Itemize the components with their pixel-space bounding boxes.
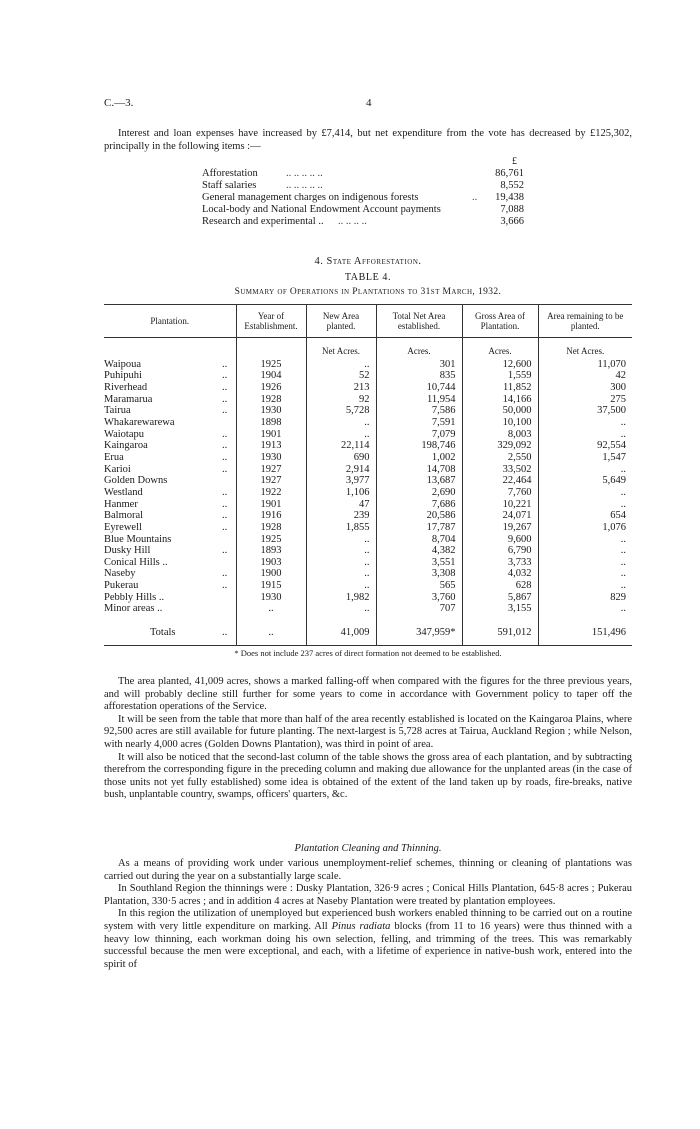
cell-gross: 591,012 bbox=[462, 615, 538, 645]
cell-new: 3,977 bbox=[306, 475, 376, 487]
cell-remaining: .. bbox=[538, 580, 632, 592]
paragraph-text: blocks (from 11 to 16 years) were thus thinned with a heavy low thinning, each workman doing his own selection, felling, and trimming of the trees. This was remarkably successful because the men were exceptional, and each, with a lifetime of experience in native-bush work, entered into the spirit of bbox=[104, 920, 632, 970]
expenditure-amount: 3,666 bbox=[500, 216, 524, 227]
cell-remaining: .. bbox=[538, 464, 632, 476]
leader-dots: .. bbox=[222, 440, 228, 452]
table-row bbox=[104, 545, 632, 557]
cell-remaining: 275 bbox=[538, 394, 632, 406]
cell-gross: 9,600 bbox=[462, 534, 538, 546]
table-row bbox=[104, 475, 632, 487]
cell-new: 239 bbox=[306, 510, 376, 522]
col-header-gross: Gross Area of Plantation. bbox=[462, 305, 538, 338]
cell-plantation: Golden Downs bbox=[104, 475, 168, 487]
cell-plantation: Dusky Hill bbox=[104, 545, 151, 557]
col-header-remaining: Area remaining to be planted. bbox=[538, 305, 632, 338]
leader-dots: .. bbox=[222, 381, 228, 393]
cell-year: 1930 bbox=[236, 405, 306, 417]
cell-remaining: 654 bbox=[538, 510, 632, 522]
cell-plantation: Pukerau bbox=[104, 580, 139, 592]
cell-year: 1913 bbox=[236, 440, 306, 452]
expenditure-amount: 19,438 bbox=[495, 192, 524, 203]
cell-gross: 12,600 bbox=[462, 359, 538, 371]
paragraph: It will be seen from the table that more than half of the area recently established is located on the Kaingaroa Plains, where 92,500 acres are still available for future planting. The next-largest is 5,728 acres at Tairua, Auckland Region ; while Nelson, with nearly 4,000 acres (Golden Downs Plantation), was third in point of area. bbox=[104, 713, 632, 750]
paragraph bbox=[104, 908, 632, 971]
cell-remaining: 42 bbox=[538, 370, 632, 382]
cell-remaining: .. bbox=[538, 545, 632, 557]
cell-new: 1,855 bbox=[306, 522, 376, 534]
cell-year: 1928 bbox=[236, 394, 306, 406]
cell-year: 1903 bbox=[236, 557, 306, 569]
cell-gross: 22,464 bbox=[462, 475, 538, 487]
cell-year: 1928 bbox=[236, 522, 306, 534]
cell-net: 565 bbox=[376, 580, 462, 592]
cell-new: .. bbox=[306, 534, 376, 546]
cell-net: 10,744 bbox=[376, 382, 462, 394]
body-text bbox=[104, 676, 632, 802]
cell-net: 7,591 bbox=[376, 417, 462, 429]
table-row bbox=[104, 394, 632, 406]
cell-gross: 24,071 bbox=[462, 510, 538, 522]
cell-remaining: 37,500 bbox=[538, 405, 632, 417]
cell-year: 1898 bbox=[236, 417, 306, 429]
cell-gross: 3,733 bbox=[462, 557, 538, 569]
table-row bbox=[104, 592, 632, 604]
cell-net: 17,787 bbox=[376, 522, 462, 534]
cell-new: .. bbox=[306, 545, 376, 557]
cell-year: 1922 bbox=[236, 487, 306, 499]
table-footnote: * Does not include 237 acres of direct formation not deemed to be established. bbox=[234, 648, 502, 658]
cell-remaining: 151,496 bbox=[538, 615, 632, 645]
table-row bbox=[104, 405, 632, 417]
cell-remaining: .. bbox=[538, 429, 632, 441]
cell-plantation: Balmoral bbox=[104, 510, 144, 522]
cell-new: .. bbox=[306, 359, 376, 371]
cell-plantation: Westland bbox=[104, 486, 143, 498]
paragraph-text: In this region the utilization of unemployed but experienced bush workers enabled thinning to be carried out on a routine system with very little expenditure on marking. All bbox=[104, 908, 632, 932]
cell-new: 2,914 bbox=[306, 464, 376, 476]
cell-remaining: .. bbox=[538, 499, 632, 511]
cell-plantation: Riverhead bbox=[104, 381, 148, 393]
cell-remaining: .. bbox=[538, 568, 632, 580]
cell-plantation: Waipoua bbox=[104, 358, 142, 370]
expenditure-amount: 8,552 bbox=[500, 180, 524, 191]
cell-year: 1927 bbox=[236, 475, 306, 487]
cell-gross: 628 bbox=[462, 580, 538, 592]
cell-gross: 8,003 bbox=[462, 429, 538, 441]
cell-plantation: Hanmer bbox=[104, 498, 138, 510]
expenditure-label: General management charges on indigenous forests bbox=[202, 192, 419, 203]
expenditure-item bbox=[202, 192, 524, 204]
section-heading: 4. State Afforestation. bbox=[314, 256, 422, 267]
cell-remaining: .. bbox=[538, 557, 632, 569]
cell-plantation: Whakarewarewa bbox=[104, 416, 175, 428]
leader-dots: .. bbox=[222, 451, 228, 463]
cell-plantation: Karioi bbox=[104, 463, 131, 475]
cell-remaining: .. bbox=[538, 487, 632, 499]
leader-dots: .. bbox=[222, 521, 228, 533]
table-row bbox=[104, 429, 632, 441]
document-reference: C.—3. bbox=[104, 97, 134, 109]
leader-dots: .. bbox=[222, 486, 228, 498]
cell-gross: 4,032 bbox=[462, 568, 538, 580]
expenditure-amount: 7,088 bbox=[500, 204, 524, 215]
leader-dots: .. bbox=[222, 428, 228, 440]
cell-net: 11,954 bbox=[376, 394, 462, 406]
cell-new: 41,009 bbox=[306, 615, 376, 645]
cell-new: 92 bbox=[306, 394, 376, 406]
cell-net: 301 bbox=[376, 359, 462, 371]
cell-gross: 3,155 bbox=[462, 603, 538, 615]
cell-plantation: Waiotapu bbox=[104, 428, 144, 440]
cell-gross: 10,221 bbox=[462, 499, 538, 511]
cell-gross: 2,550 bbox=[462, 452, 538, 464]
cell-net: 3,308 bbox=[376, 568, 462, 580]
leader-dots: .. .. .. .. bbox=[338, 216, 367, 227]
unit-label: Net Acres. bbox=[538, 338, 632, 359]
cell-remaining: 1,547 bbox=[538, 452, 632, 464]
cell-net: 7,586 bbox=[376, 405, 462, 417]
cell-gross: 1,559 bbox=[462, 370, 538, 382]
cell-gross: 33,502 bbox=[462, 464, 538, 476]
totals-label: Totals bbox=[150, 627, 176, 639]
cell-new: 5,728 bbox=[306, 405, 376, 417]
table-row bbox=[104, 499, 632, 511]
cell-net: 3,551 bbox=[376, 557, 462, 569]
leader-dots: .. bbox=[222, 463, 228, 475]
cell-gross: 14,166 bbox=[462, 394, 538, 406]
cell-remaining: .. bbox=[538, 603, 632, 615]
cell-new: .. bbox=[306, 429, 376, 441]
expenditure-label: Afforestation bbox=[202, 168, 258, 179]
cell-net: 14,708 bbox=[376, 464, 462, 476]
leader-dots: .. bbox=[472, 192, 478, 203]
cell-year: 1900 bbox=[236, 568, 306, 580]
leader-dots: .. bbox=[222, 545, 228, 557]
cell-new: .. bbox=[306, 557, 376, 569]
cell-year: 1893 bbox=[236, 545, 306, 557]
col-header-year: Year of Establishment. bbox=[236, 305, 306, 338]
cell-new: 1,106 bbox=[306, 487, 376, 499]
plantation-summary-table bbox=[104, 304, 632, 646]
cell-new: 52 bbox=[306, 370, 376, 382]
cell-new: .. bbox=[306, 603, 376, 615]
expenditure-item bbox=[202, 204, 524, 216]
unit-label: Net Acres. bbox=[306, 338, 376, 359]
cell-year: 1925 bbox=[236, 359, 306, 371]
table-header-row bbox=[104, 305, 632, 338]
cell-net: 7,686 bbox=[376, 499, 462, 511]
cell-plantation: Eyrewell bbox=[104, 521, 142, 533]
cell-gross: 7,760 bbox=[462, 487, 538, 499]
cell-new: .. bbox=[306, 417, 376, 429]
cell-net: 13,687 bbox=[376, 475, 462, 487]
cell-net: 7,079 bbox=[376, 429, 462, 441]
leader-dots: .. bbox=[222, 627, 228, 639]
table-row bbox=[104, 603, 632, 615]
subsection-heading bbox=[104, 843, 632, 854]
table-row bbox=[104, 534, 632, 546]
cell-remaining: 5,649 bbox=[538, 475, 632, 487]
cell-gross: 50,000 bbox=[462, 405, 538, 417]
leader-dots: .. .. .. .. .. bbox=[286, 168, 323, 179]
cell-net: 4,382 bbox=[376, 545, 462, 557]
cell-plantation: Erua bbox=[104, 451, 124, 463]
table-row bbox=[104, 557, 632, 569]
cell-net: 3,760 bbox=[376, 592, 462, 604]
cell-plantation: Puhipuhi bbox=[104, 370, 142, 382]
expenditure-item bbox=[202, 216, 524, 228]
cell-net: 8,704 bbox=[376, 534, 462, 546]
cell-remaining: 300 bbox=[538, 382, 632, 394]
cell-new: 47 bbox=[306, 499, 376, 511]
table-title: Summary of Operations in Plantations to 31st March, 1932. bbox=[234, 287, 502, 297]
col-header-total-net: Total Net Area established. bbox=[376, 305, 462, 338]
unit-label: Acres. bbox=[376, 338, 462, 359]
intro-paragraph: Interest and loan expenses have increased by £7,414, but net expenditure from the vote has decreased by £125,302, principally in the following items :— bbox=[104, 128, 632, 152]
cell-remaining: 92,554 bbox=[538, 440, 632, 452]
leader-dots: .. bbox=[222, 498, 228, 510]
table-row bbox=[104, 452, 632, 464]
cell-year: 1904 bbox=[236, 370, 306, 382]
expenditure-item bbox=[202, 180, 524, 192]
cell-gross: 11,852 bbox=[462, 382, 538, 394]
cell-remaining: 829 bbox=[538, 592, 632, 604]
cell-remaining: 1,076 bbox=[538, 522, 632, 534]
leader-dots: .. bbox=[222, 358, 228, 370]
cell-plantation: Maramarua bbox=[104, 393, 153, 405]
cell-net: 347,959* bbox=[376, 615, 462, 645]
col-header-new-area: New Area planted. bbox=[306, 305, 376, 338]
currency-symbol: £ bbox=[512, 156, 517, 167]
cell-remaining: .. bbox=[538, 417, 632, 429]
unit-label: Acres. bbox=[462, 338, 538, 359]
leader-dots: .. bbox=[222, 580, 228, 592]
cell-net: 707 bbox=[376, 603, 462, 615]
cell-net: 835 bbox=[376, 370, 462, 382]
cell-new: 213 bbox=[306, 382, 376, 394]
units-row bbox=[104, 338, 632, 359]
paragraph: The area planted, 41,009 acres, shows a marked falling-off when compared with the figures for the three previous years, and will probably decline still further for some years to come in accordance with Government policy to taper off the afforestation operations of the Service. bbox=[104, 676, 632, 713]
page-number: 4 bbox=[366, 97, 372, 109]
expenditure-label: Staff salaries bbox=[202, 180, 257, 191]
species-name: Pinus radiata bbox=[331, 920, 391, 932]
cell-plantation: Tairua bbox=[104, 405, 131, 417]
expenditure-amount: 86,761 bbox=[495, 168, 524, 179]
cell-new: .. bbox=[306, 568, 376, 580]
cell-year: 1926 bbox=[236, 382, 306, 394]
expenditure-label: Local-body and National Endowment Account payments bbox=[202, 204, 441, 215]
table-row bbox=[104, 440, 632, 452]
leader-dots: .. bbox=[222, 393, 228, 405]
cell-year: 1927 bbox=[236, 464, 306, 476]
cell-year: 1901 bbox=[236, 429, 306, 441]
cell-plantation: Blue Mountains bbox=[104, 533, 172, 545]
leader-dots: .. .. .. .. .. bbox=[286, 180, 323, 191]
cell-year: 1925 bbox=[236, 534, 306, 546]
table-number: TABLE 4. bbox=[344, 272, 392, 283]
cell-net: 2,690 bbox=[376, 487, 462, 499]
cell-year: .. bbox=[236, 603, 306, 615]
cell-plantation: Kaingaroa bbox=[104, 440, 148, 452]
paragraph: It will also be noticed that the second-last column of the table shows the gross area of each plantation, and by subtracting therefrom the corresponding figure in the preceding column and making due allowance for the unplanted areas (in the case of those units not yet fully established) some idea is obtained of the extent of the land taken up by roads, fire-breaks, native bush, unplantable country, swamps, officers' quarters, &c. bbox=[104, 751, 632, 801]
table-row bbox=[104, 510, 632, 522]
cell-plantation: Pebbly Hills .. bbox=[104, 591, 165, 603]
cell-year: 1930 bbox=[236, 452, 306, 464]
paragraph: In Southland Region the thinnings were : Dusky Plantation, 326·9 acres ; Conical Hills Plantation, 645·8 acres ; Pukerau Plantation, 330·5 acres ; and in addition 4 acres at Naseby Plantation were treated by plantation employees. bbox=[104, 883, 632, 907]
cell-new: 690 bbox=[306, 452, 376, 464]
cell-plantation: Minor areas .. bbox=[104, 603, 163, 615]
table-row bbox=[104, 382, 632, 394]
cell-plantation: Naseby bbox=[104, 568, 136, 580]
cell-net: 1,002 bbox=[376, 452, 462, 464]
table-row bbox=[104, 522, 632, 534]
leader-dots: .. bbox=[222, 568, 228, 580]
cell-net: 20,586 bbox=[376, 510, 462, 522]
cell-plantation: Conical Hills .. bbox=[104, 556, 168, 568]
table-row bbox=[104, 568, 632, 580]
expenditure-label: Research and experimental .. bbox=[202, 216, 324, 227]
subsection-heading-text: Plantation Cleaning and Thinning. bbox=[294, 843, 442, 854]
leader-dots: .. bbox=[222, 510, 228, 522]
leader-dots: .. bbox=[222, 405, 228, 417]
cell-new: .. bbox=[306, 580, 376, 592]
cell-year: 1916 bbox=[236, 510, 306, 522]
subsection-body bbox=[104, 858, 632, 971]
cell-remaining: 11,070 bbox=[538, 359, 632, 371]
table-row bbox=[104, 580, 632, 592]
table-row bbox=[104, 464, 632, 476]
table-row bbox=[104, 359, 632, 371]
expenditure-item bbox=[202, 168, 524, 180]
cell-year: .. bbox=[236, 615, 306, 645]
cell-gross: 19,267 bbox=[462, 522, 538, 534]
cell-gross: 10,100 bbox=[462, 417, 538, 429]
cell-gross: 6,790 bbox=[462, 545, 538, 557]
cell-year: 1901 bbox=[236, 499, 306, 511]
paragraph: As a means of providing work under various unemployment-relief schemes, thinning or cleaning of plantations was carried out during the year on a substantially large scale. bbox=[104, 858, 632, 882]
table-row bbox=[104, 370, 632, 382]
cell-year: 1930 bbox=[236, 592, 306, 604]
col-header-plantation: Plantation. bbox=[104, 305, 236, 338]
cell-gross: 329,092 bbox=[462, 440, 538, 452]
cell-remaining: .. bbox=[538, 534, 632, 546]
cell-year: 1915 bbox=[236, 580, 306, 592]
cell-net: 198,746 bbox=[376, 440, 462, 452]
leader-dots: .. bbox=[222, 370, 228, 382]
cell-gross: 5,867 bbox=[462, 592, 538, 604]
cell-new: 22,114 bbox=[306, 440, 376, 452]
table-row bbox=[104, 417, 632, 429]
table-row bbox=[104, 487, 632, 499]
cell-new: 1,982 bbox=[306, 592, 376, 604]
totals-row bbox=[104, 615, 632, 645]
